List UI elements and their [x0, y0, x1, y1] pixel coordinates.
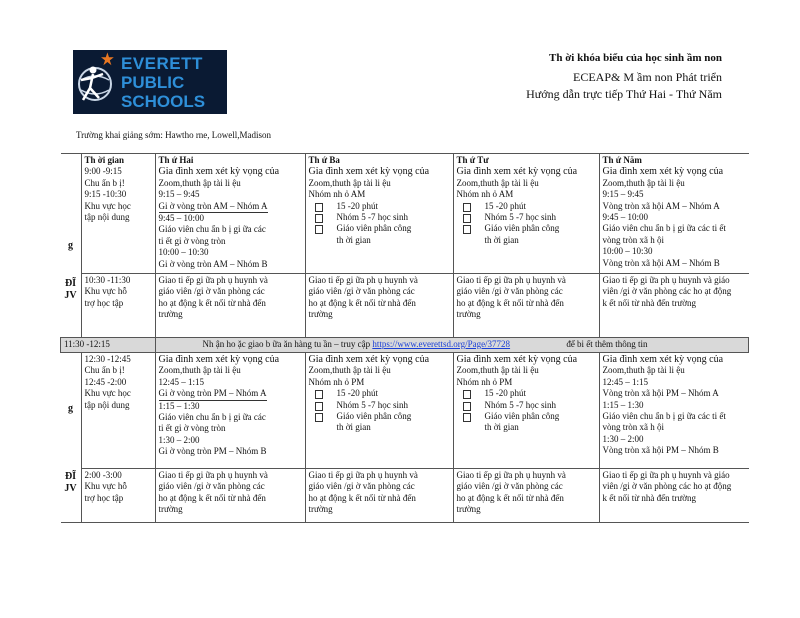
- text-line: 9:15 – 9:45: [602, 189, 644, 200]
- afternoon-content-row: [61, 353, 749, 469]
- text-line: Zoom,thuth ập tài li ệu: [456, 365, 539, 376]
- time-line: Khu vực học: [84, 388, 131, 399]
- text-line: giáo viên /gi ờ văn phòng các: [308, 286, 415, 297]
- text-line: 1:30 – 2:00: [602, 433, 644, 444]
- morning-support-time: [81, 274, 155, 338]
- text-line: Gia đình xem xét kỳ vọng của: [308, 166, 430, 178]
- text-line: Gia đình xem xét kỳ vọng của: [158, 354, 280, 365]
- text-line: 1:30 – 2:00: [158, 434, 200, 445]
- checkbox-icon: [463, 413, 471, 422]
- wednesday-afternoon-support: [453, 469, 599, 523]
- text-line: 12:45 – 1:15: [158, 376, 205, 387]
- side-mark: g: [68, 240, 73, 251]
- text-line: Giao ti ếp gi ữa ph ụ huynh và: [456, 470, 566, 480]
- bullet-text: 15 -20 phút: [484, 200, 526, 211]
- doc-subtitle: ECEAP& M ầm non Phát triển: [573, 70, 722, 84]
- column-header-thu: Th ứ Tư: [456, 155, 489, 165]
- text-line: Zoom,thuth ập tài li ệu: [308, 177, 391, 188]
- text-line: viên /gi ờ văn phòng các ho ạt động: [602, 481, 732, 492]
- text-line: ti ết gi ờ vòng tròn: [158, 235, 226, 246]
- bullet-item: [309, 212, 451, 223]
- text-line: Nhóm nh ỏ PM: [456, 376, 513, 387]
- bullet-item: [457, 201, 597, 212]
- text-line: giáo viên /gi ờ văn phòng các: [158, 481, 265, 492]
- afternoon-support-time: [81, 469, 155, 523]
- column-header-fri: Th ứ Năm: [602, 155, 642, 165]
- text-line: ti ết gi ờ vòng tròn: [158, 423, 226, 434]
- bullet-text: Nhóm 5 -7 học sinh: [484, 212, 556, 223]
- time-line: Khu vực hỗ: [84, 286, 127, 297]
- afternoon-support-row: [61, 469, 749, 523]
- bullet-text: 15 -20 phút: [484, 388, 526, 399]
- bullet-item: [309, 400, 451, 411]
- checkbox-icon: [463, 203, 471, 212]
- text-line: Vòng tròn xã hội PM – Nhóm A: [602, 388, 719, 399]
- thursday-morning-cell: [599, 154, 749, 274]
- text-line: Gia đình xem xét kỳ vọng của: [602, 166, 724, 178]
- bullet-text: Nhóm 5 -7 học sinh: [336, 399, 408, 410]
- afternoon-side-label: [61, 353, 82, 523]
- text-line: Gia đình xem xét kỳ vọng của: [308, 354, 430, 365]
- bullet-text: 15 -20 phút: [336, 200, 378, 211]
- doc-title: Th ời khóa biểu của học sinh ầm non: [549, 52, 722, 64]
- lunch-info: [155, 338, 749, 353]
- bullet-text: 15 -20 phút: [336, 388, 378, 399]
- text-line: ho ạt động k ết nối từ nhà đến: [308, 492, 416, 503]
- checkbox-icon: [315, 203, 323, 212]
- text-line: Giao ti ếp gi ữa ph ụ huynh và: [308, 470, 418, 480]
- bullet-item: [457, 400, 597, 411]
- text-line: Vòng tròn xã hội AM – Nhóm A: [602, 200, 720, 211]
- bullet-text: th ời gian: [484, 422, 519, 433]
- logo-line-3: SCHOOLS: [121, 92, 206, 111]
- bullet-item: [457, 411, 597, 422]
- text-line: Gia đình xem xét kỳ vọng của: [456, 354, 578, 365]
- morning-time-cell: [81, 154, 155, 274]
- bullet-text: th ời gian: [336, 234, 371, 245]
- text-line: Giáo viên chu ẩn b ị gi ữa các ti ết: [602, 223, 726, 234]
- everett-public-schools-logo: [73, 50, 227, 114]
- bullet-item: [309, 411, 451, 422]
- bullet-text: Giáo viên phân công: [484, 411, 560, 422]
- wednesday-afternoon-cell: [453, 353, 599, 469]
- lunch-time: 11:30 -12:15: [61, 338, 156, 353]
- bullet-text: th ời gian: [336, 422, 371, 433]
- text-line: Giáo viên chu ẩn b ị gi ữa các ti ết: [602, 411, 726, 422]
- text-line: 10:00 – 10:30: [602, 246, 653, 257]
- time-line: Chu ẩn b ị!: [84, 177, 125, 188]
- text-line: ho ạt động k ết nối từ nhà đến: [308, 297, 416, 308]
- text-line: Gi ờ vòng tròn PM – Nhóm B: [158, 446, 267, 457]
- checkbox-icon: [463, 402, 471, 411]
- checkbox-icon: [463, 225, 471, 234]
- bullet-item: [457, 212, 597, 223]
- time-line: Chu ẩn b ị!: [84, 365, 125, 376]
- time-line: 9:00 -9:15: [84, 166, 122, 177]
- logo-line-1: EVERETT: [121, 54, 203, 73]
- globe-runner-icon: [73, 50, 121, 114]
- bullet-item: [309, 422, 451, 433]
- time-line: 9:15 -10:30: [84, 189, 127, 200]
- text-line: Giao ti ếp gi ữa ph ụ huynh và: [158, 275, 268, 285]
- bullet-item: [309, 235, 451, 246]
- text-line: Gia đình xem xét kỳ vọng của: [158, 166, 280, 178]
- text-line: giáo viên /gi ờ văn phòng các: [456, 286, 563, 297]
- side-mark: ĐĨ: [64, 471, 77, 482]
- text-line: Giao ti ếp gi ữa ph ụ huynh và giáo: [602, 275, 730, 285]
- checkbox-icon: [315, 390, 323, 399]
- text-line: Gi ờ vòng tròn AM – Nhóm B: [158, 258, 268, 269]
- text-line: Zoom,thuth ập tài li ệu: [456, 177, 539, 188]
- bullet-item: [457, 422, 597, 433]
- text-line: giáo viên /gi ờ văn phòng các: [158, 286, 265, 297]
- text-line: Giao ti ếp gi ữa ph ụ huynh và: [456, 275, 566, 285]
- bullet-item: [309, 201, 451, 212]
- text-line: k ết nối từ nhà đến trường: [602, 492, 696, 503]
- bullet-text: Nhóm 5 -7 học sinh: [484, 399, 556, 410]
- text-line: Gia đình xem xét kỳ vọng của: [456, 166, 578, 178]
- bullet-item: [457, 235, 597, 246]
- checkbox-icon: [315, 225, 323, 234]
- text-line: ho ạt động k ết nối từ nhà đến: [158, 492, 266, 503]
- text-line: Giao ti ếp gi ữa ph ụ huynh và: [308, 275, 418, 285]
- thursday-afternoon-cell: [599, 353, 749, 469]
- checkbox-icon: [463, 390, 471, 399]
- checkbox-icon: [463, 214, 471, 223]
- side-mark: JV: [64, 290, 77, 301]
- monday-morning-support: [155, 274, 305, 338]
- bullet-item: [309, 223, 451, 234]
- text-line: trường: [308, 504, 333, 515]
- tuesday-morning-support: [305, 274, 453, 338]
- bullet-item: [457, 388, 597, 399]
- checkbox-icon: [315, 402, 323, 411]
- thursday-afternoon-support: [599, 469, 749, 523]
- text-line: ho ạt động k ết nối từ nhà đến: [456, 492, 564, 503]
- text-line: viên /gi ờ văn phòng các ho ạt động: [602, 286, 732, 297]
- monday-afternoon-support: [155, 469, 305, 523]
- time-line: trợ học tập: [84, 297, 124, 308]
- text-line: ho ạt động k ết nối từ nhà đến: [456, 297, 564, 308]
- text-line: Giáo viên chu ẩn b ị gi ữa các: [158, 412, 266, 423]
- tuesday-afternoon-support: [305, 469, 453, 523]
- time-line: 12:45 -2:00: [84, 376, 127, 387]
- text-line: Nhóm nh ỏ PM: [308, 376, 365, 387]
- afternoon-time-cell: [81, 353, 155, 469]
- column-header-time: Th ời gian: [84, 155, 124, 165]
- text-line: 1:15 – 1:30: [602, 399, 644, 410]
- side-mark: JV: [64, 483, 77, 494]
- text-line: Gi ờ vòng tròn AM – Nhóm A: [159, 201, 268, 213]
- time-line: tập nội dung: [84, 212, 130, 223]
- time-line: Khu vực học: [84, 200, 131, 211]
- early-opening-schools: Trường khai giảng sớm: Hawtho rne, Lowell,Madison: [76, 130, 272, 140]
- bullet-item: [309, 388, 451, 399]
- bullet-text: th ời gian: [484, 234, 519, 245]
- text-line: Zoom,thuth ập tài li ệu: [602, 365, 685, 376]
- lunch-text: Nh ận ho ặc giao b ữa ăn hàng tu ần – truy cập: [202, 339, 371, 349]
- column-header-mon: Th ứ Hai: [158, 155, 194, 165]
- time-line: trợ học tập: [84, 492, 124, 503]
- text-line: Zoom,thuth ập tài li ệu: [308, 365, 391, 376]
- text-line: 1:15 – 1:30: [158, 400, 200, 411]
- lunch-tail: để bi ết thêm thông tin: [566, 339, 648, 349]
- time-line: 12:30 -12:45: [84, 354, 131, 364]
- tuesday-afternoon-cell: [305, 353, 453, 469]
- morning-side-label: [61, 154, 82, 338]
- text-line: Giao ti ếp gi ữa ph ụ huynh và: [158, 470, 268, 480]
- text-line: trường: [158, 504, 183, 515]
- doc-subtitle-2: Hướng dẫn trực tiếp Thứ Hai - Thứ Năm: [526, 87, 722, 101]
- text-line: Vòng tròn xã hội PM – Nhóm B: [602, 445, 719, 456]
- time-line: Khu vực hỗ: [84, 481, 127, 492]
- bullet-text: Giáo viên phân công: [484, 223, 560, 234]
- column-header-wed: Th ứ Ba: [308, 155, 340, 165]
- bullet-text: Nhóm 5 -7 học sinh: [336, 212, 408, 223]
- side-mark: ĐĨ: [64, 278, 77, 289]
- text-line: giáo viên /gi ờ văn phòng các: [456, 481, 563, 492]
- text-line: ho ạt động k ết nối từ nhà đến: [158, 297, 266, 308]
- schedule-table: [60, 153, 749, 523]
- text-line: Giáo viên chu ẩn b ị gi ữa các: [158, 224, 266, 235]
- text-line: Zoom,thuth ập tài li ệu: [158, 365, 241, 376]
- thursday-morning-support: [599, 274, 749, 338]
- lunch-row: [61, 338, 749, 353]
- text-line: k ết nối từ nhà đến trường: [602, 297, 696, 308]
- bullet-text: Giáo viên phân công: [336, 223, 412, 234]
- tuesday-morning-cell: [305, 154, 453, 274]
- text-line: 9:15 – 9:45: [158, 189, 200, 200]
- text-line: Gia đình xem xét kỳ vọng của: [602, 354, 724, 365]
- time-line: 10:30 -11:30: [84, 275, 131, 285]
- text-line: Zoom,thuth ập tài li ệu: [602, 177, 685, 188]
- text-line: Zoom,thuth ập tài li ệu: [158, 177, 241, 188]
- checkbox-icon: [315, 214, 323, 223]
- side-mark: g: [68, 403, 73, 414]
- text-line: Gi ờ vòng tròn PM – Nhóm A: [159, 388, 267, 400]
- text-line: Giao ti ếp gi ữa ph ụ huynh và giáo: [602, 470, 730, 480]
- morning-content-row: [61, 154, 749, 274]
- text-line: 12:45 – 1:15: [602, 376, 649, 387]
- lunch-link[interactable]: https://www.everettsd.org/Page/37728: [372, 339, 511, 349]
- bullet-text: Giáo viên phân công: [336, 411, 412, 422]
- time-line: 2:00 -3:00: [84, 470, 122, 480]
- monday-afternoon-cell: [155, 353, 305, 469]
- text-line: giáo viên /gi ờ văn phòng các: [308, 481, 415, 492]
- time-line: tập nội dung: [84, 399, 130, 410]
- morning-support-row: [61, 274, 749, 338]
- text-line: vòng tròn xã h ội: [602, 234, 664, 245]
- checkbox-icon: [315, 413, 323, 422]
- text-line: trường: [456, 504, 481, 515]
- text-line: 10:00 – 10:30: [158, 247, 209, 258]
- text-line: trường: [456, 309, 481, 320]
- text-line: trường: [158, 309, 183, 320]
- monday-morning-cell: [155, 154, 305, 274]
- logo-line-2: PUBLIC: [121, 73, 185, 92]
- wednesday-morning-cell: [453, 154, 599, 274]
- text-line: trường: [308, 309, 333, 320]
- text-line: Vòng tròn xã hội AM – Nhóm B: [602, 257, 720, 268]
- text-line: 9:45 – 10:00: [158, 213, 205, 224]
- bullet-item: [457, 223, 597, 234]
- text-line: vòng tròn xã h ội: [602, 422, 664, 433]
- text-line: Nhóm nh ỏ AM: [308, 189, 366, 200]
- text-line: Nhóm nh ỏ AM: [456, 189, 514, 200]
- text-line: 9:45 – 10:00: [602, 212, 649, 223]
- wednesday-morning-support: [453, 274, 599, 338]
